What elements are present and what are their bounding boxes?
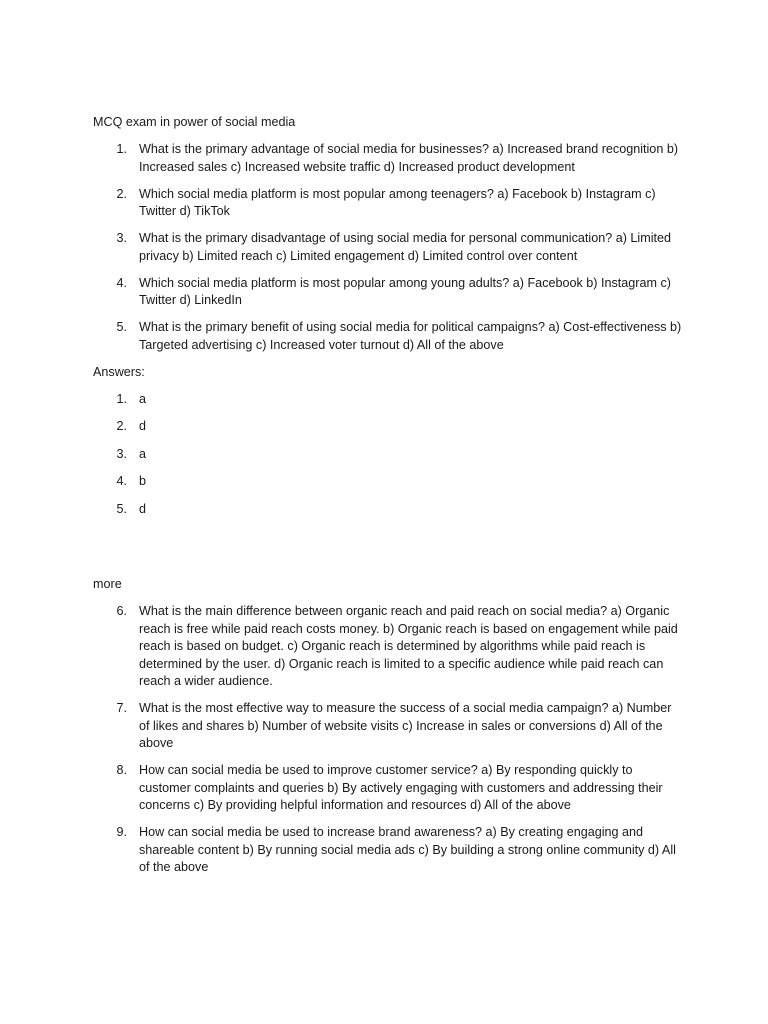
question-text: Which social media platform is most popular among teenagers? a) Facebook b) Instagram c) Twitter d) TikTok — [139, 186, 656, 218]
document-page — [93, 114, 683, 877]
question-number: 1. — [116, 142, 127, 156]
question-item — [93, 319, 683, 354]
question-item — [93, 186, 683, 221]
answers-heading: Answers: — [93, 364, 145, 379]
question-number: 7. — [116, 701, 127, 715]
answer-number: 5. — [116, 501, 127, 516]
question-item — [93, 275, 683, 310]
question-text: How can social media be used to improve customer service? a) By responding quickly to customer complaints and queries b) By actively engaging with customers and addressing their concerns c) By providing helpful information and resources d) All of the above — [139, 763, 663, 812]
answer-item — [93, 473, 683, 491]
question-number: 3. — [116, 231, 127, 245]
question-item — [93, 141, 683, 176]
answer-number: 2. — [116, 419, 127, 433]
question-text: How can social media be used to increase brand awareness? a) By creating engaging and shareable content b) By running social media ads c) By building a strong online community d) All of the above — [139, 825, 676, 874]
question-number: 4. — [116, 275, 127, 290]
answer-text: a — [139, 391, 147, 406]
answer-text: d — [139, 501, 147, 516]
question-item — [93, 762, 683, 815]
question-text: What is the primary benefit of using social media for political campaigns? a) Cost-effectiveness b) Targeted advertising c) Increased voter turnout d) All of the above — [139, 320, 682, 352]
question-number: 2. — [116, 186, 127, 201]
question-text: What is the primary advantage of social media for businesses? a) Increased brand recognition b) Increased sales c) Increased website traffic d) Increased product development — [139, 142, 679, 174]
question-text: Which social media platform is most popular among young adults? a) Facebook b) Instagram c) Twitter d) LinkedIn — [139, 275, 671, 307]
answer-text: b — [139, 474, 147, 488]
document-title: MCQ exam in power of social media — [93, 115, 296, 129]
more-heading: more — [93, 577, 122, 591]
question-text: What is the primary disadvantage of using social media for personal communication? a) Limited privacy b) Limited reach c) Limited engagement d) Limited control over content — [139, 231, 671, 263]
answer-text: a — [139, 446, 147, 461]
question-number: 8. — [116, 763, 127, 777]
answer-text: d — [139, 419, 147, 433]
question-item — [93, 700, 683, 753]
answer-item — [93, 418, 683, 436]
more-question-list — [93, 603, 683, 877]
question-item — [93, 603, 683, 691]
question-item — [93, 824, 683, 877]
question-text: What is the most effective way to measure the success of a social media campaign? a) Number of likes and shares b) Number of website visits c) Increase in sales or conversions d) All of the above — [139, 701, 672, 750]
answer-number: 1. — [116, 391, 127, 406]
question-item — [93, 230, 683, 265]
question-number: 5. — [116, 320, 127, 334]
answer-item — [93, 501, 683, 519]
question-text: What is the main difference between organic reach and paid reach on social media? a) Organic reach is free while paid reach costs money. b) Organic reach is based on engagement while paid reach is based on budget. c) Organic reach is determined by algorithms while paid reach is determined by the user. d) Organic reach is limited to a specific audience while paid reach can reach a wider audience. — [139, 604, 678, 688]
answer-number: 4. — [116, 474, 127, 488]
question-number: 6. — [116, 604, 127, 618]
answer-item — [93, 391, 683, 409]
answer-list — [93, 391, 683, 519]
question-list — [93, 141, 683, 354]
answer-item — [93, 446, 683, 464]
question-number: 9. — [116, 825, 127, 839]
answer-number: 3. — [116, 446, 127, 461]
